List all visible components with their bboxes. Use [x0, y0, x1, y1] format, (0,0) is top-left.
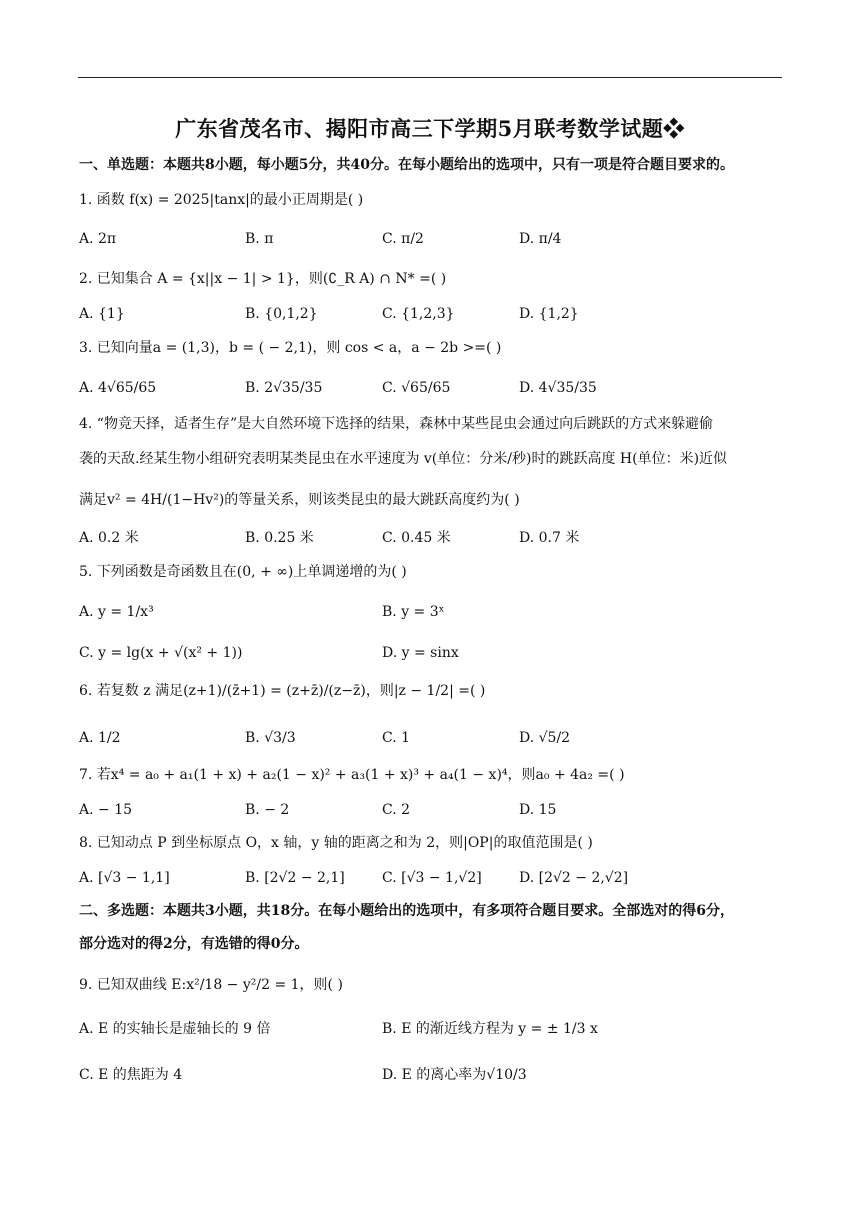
q8-option-b: B. [2√2 − 2,1] — [245, 870, 345, 886]
section1-heading: 一、单选题：本题共8小题，每小题5分，共40分。在每小题给出的选项中，只有一项是符合题目要求的。 — [79, 157, 734, 173]
q4-option-c: C. 0.45 米 — [382, 530, 451, 546]
q7-option-a: A. − 15 — [79, 802, 133, 818]
q5-option-d: D. y = sinx — [382, 645, 459, 661]
q9-option-a: A. E 的实轴长是虚轴长的 9 倍 — [79, 1021, 271, 1037]
q5-option-c: C. y = lg(x + √(x² + 1)) — [79, 645, 243, 661]
header-rule — [78, 77, 782, 78]
q2-option-c: C. {1,2,3} — [382, 306, 455, 322]
q6-stem: 6. 若复数 z 满足(z+1)/(z̄+1) = (z+z̄)/(z−z̄)，则|z − 1/2| =( ) — [79, 683, 486, 699]
q6-option-d: D. √5/2 — [519, 730, 571, 746]
q7-option-c: C. 2 — [382, 802, 411, 818]
q2-stem: 2. 已知集合 A = {x||x − 1| > 1}，则(∁_R A) ∩ N* =( ) — [79, 271, 447, 287]
q4-option-a: A. 0.2 米 — [79, 530, 139, 546]
q9-option-c: C. E 的焦距为 4 — [79, 1067, 183, 1083]
section2-heading-line2: 部分选对的得2分，有选错的得0分。 — [79, 936, 309, 952]
q2-option-a: A. {1} — [79, 306, 125, 322]
q8-option-d: D. [2√2 − 2,√2] — [519, 870, 629, 886]
q1-option-b: B. π — [245, 231, 274, 247]
q3-stem: 3. 已知向量a = (1,3)，b = ( − 2,1)，则 cos < a，a − 2b >=( ) — [79, 340, 502, 356]
q3-option-d: D. 4√35/35 — [519, 380, 597, 396]
q6-option-b: B. √3/3 — [245, 730, 296, 746]
q4-stem-line3: 满足v² = 4H/(1−Hv²)的等量关系，则该类昆虫的最大跳跃高度约为( ) — [79, 492, 520, 508]
q1-option-c: C. π/2 — [382, 231, 424, 247]
q4-option-d: D. 0.7 米 — [519, 530, 580, 546]
q8-stem: 8. 已知动点 P 到坐标原点 O，x 轴，y 轴的距离之和为 2，则|OP|的取值范围是( ) — [79, 835, 593, 851]
q6-option-c: C. 1 — [382, 730, 411, 746]
q6-option-a: A. 1/2 — [79, 730, 121, 746]
q5-stem: 5. 下列函数是奇函数且在(0, + ∞)上单调递增的为( ) — [79, 564, 407, 580]
q5-option-b: B. y = 3ˣ — [382, 604, 445, 620]
q9-stem: 9. 已知双曲线 E:x²/18 − y²/2 = 1，则( ) — [79, 977, 343, 993]
q3-option-a: A. 4√65/65 — [79, 380, 157, 396]
q7-stem: 7. 若x⁴ = a₀ + a₁(1 + x) + a₂(1 − x)² + a₃(1 + x)³ + a₄(1 − x)⁴，则a₀ + 4a₂ =( ) — [79, 767, 625, 783]
q8-option-c: C. [√3 − 1,√2] — [382, 870, 482, 886]
q3-option-b: B. 2√35/35 — [245, 380, 323, 396]
q9-option-b: B. E 的渐近线方程为 y = ± 1/3 x — [382, 1021, 598, 1037]
q4-stem-line1: 4. “物竞天择，适者生存”是大自然环境下选择的结果，森林中某些昆虫会通过向后跳跃的方式来躲避偷 — [79, 416, 714, 432]
q4-stem-line2: 袭的天敌.经某生物小组研究表明某类昆虫在水平速度为 v(单位：分米/秒)时的跳跃高度 H(单位：米)近似 — [79, 451, 728, 467]
page-title: 广东省茂名市、揭阳市高三下学期5月联考数学试题❖ — [175, 116, 685, 141]
q2-option-b: B. {0,1,2} — [245, 306, 318, 322]
q5-option-a: A. y = 1/x³ — [79, 604, 154, 620]
q7-option-d: D. 15 — [519, 802, 557, 818]
q1-stem: 1. 函数 f(x) = 2025|tanx|的最小正周期是( ) — [79, 192, 364, 208]
q7-option-b: B. − 2 — [245, 802, 290, 818]
q3-option-c: C. √65/65 — [382, 380, 451, 396]
section2-heading-line1: 二、多选题：本题共3小题，共18分。在每小题给出的选项中，有多项符合题目要求。全部选对的得6分， — [79, 903, 734, 919]
q4-option-b: B. 0.25 米 — [245, 530, 314, 546]
q8-option-a: A. [√3 − 1,1] — [79, 870, 170, 886]
q9-option-d: D. E 的离心率为√10/3 — [382, 1067, 527, 1083]
q2-option-d: D. {1,2} — [519, 306, 579, 322]
q1-option-d: D. π/4 — [519, 231, 562, 247]
q1-option-a: A. 2π — [79, 231, 117, 247]
